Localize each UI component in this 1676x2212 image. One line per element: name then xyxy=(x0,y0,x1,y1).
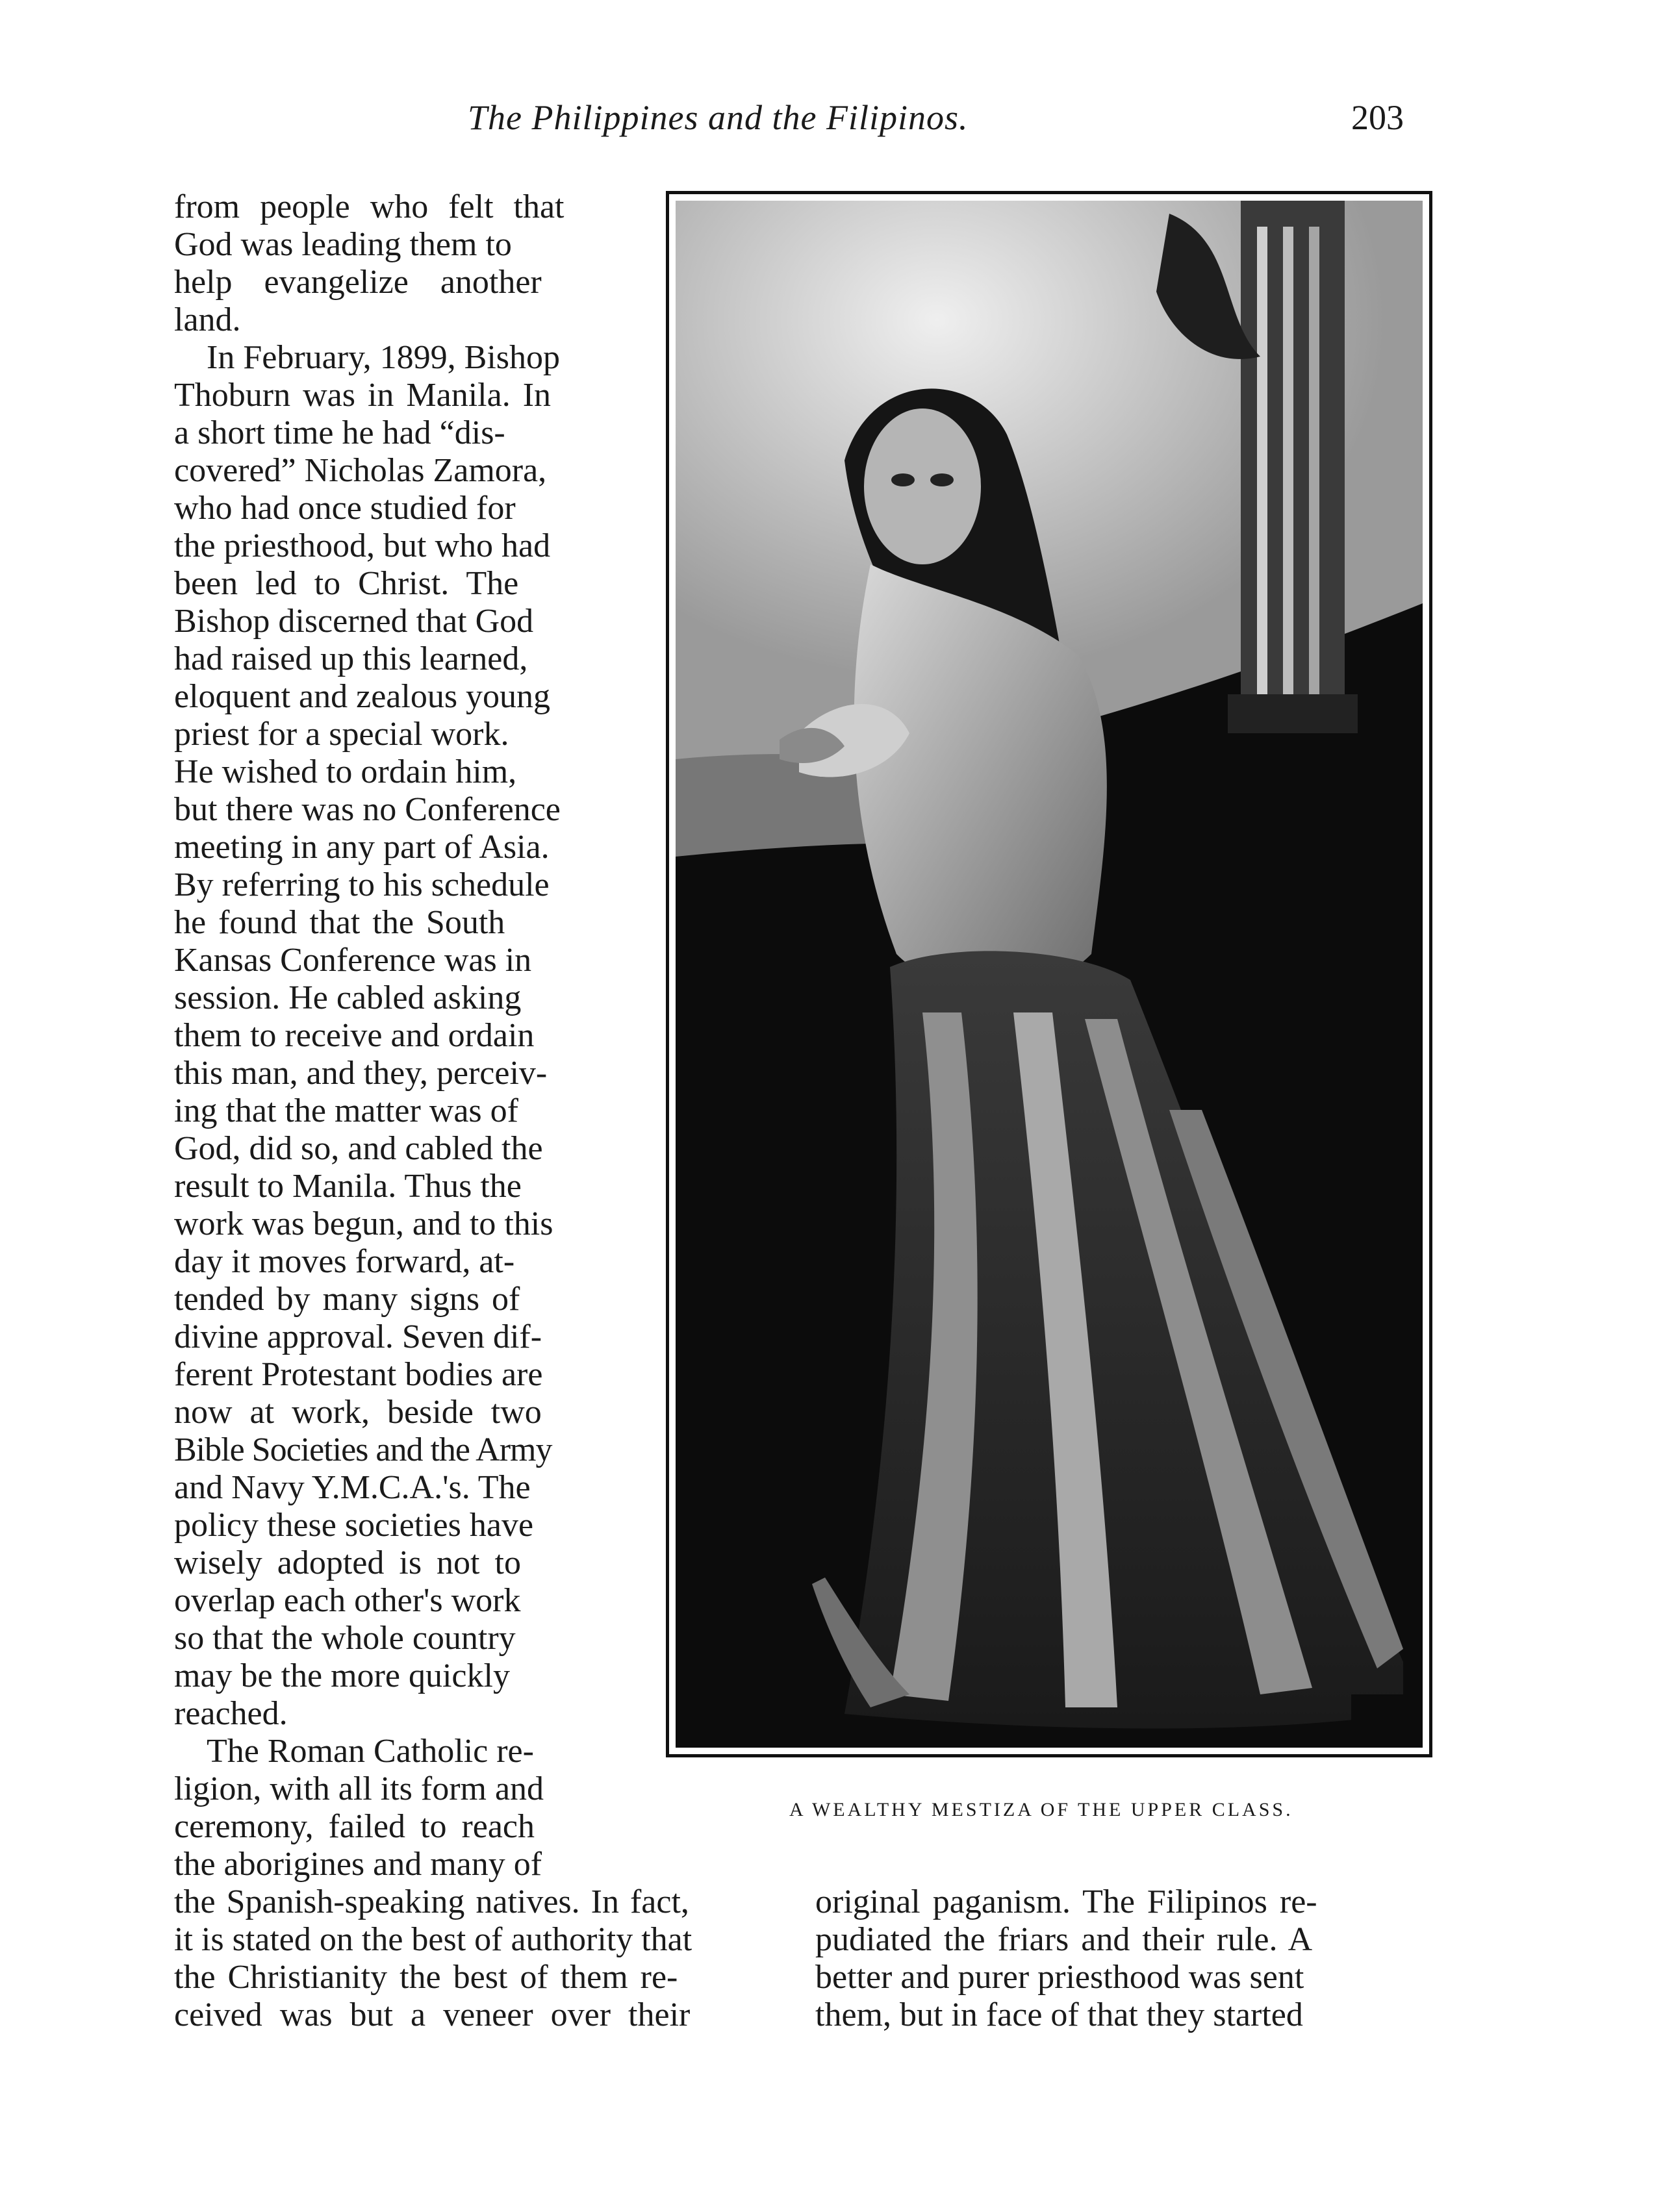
text-line: Thoburn was in Manila. In xyxy=(174,377,552,414)
page-header-title: The Philippines and the Filipinos. xyxy=(468,98,969,137)
text-line: covered” Nicholas Zamora, xyxy=(174,452,547,489)
text-line: the aborigines and many of xyxy=(174,1846,542,1883)
text-line: ceived was but a veneer over their xyxy=(174,1996,691,2033)
text-line: them, but in face of that they started xyxy=(815,1996,1303,2033)
text-line: day it moves forward, at- xyxy=(174,1243,515,1280)
text-line: ing that the matter was of xyxy=(174,1092,518,1129)
text-line: result to Manila. Thus the xyxy=(174,1168,522,1205)
text-line: it is stated on the best of authority that xyxy=(174,1921,692,1958)
text-line: By referring to his schedule xyxy=(174,866,550,903)
text-line: ceremony, failed to reach xyxy=(174,1808,535,1845)
text-line: priest for a special work. xyxy=(174,716,509,753)
page-number: 203 xyxy=(1351,98,1404,137)
text-line: who had once studied for xyxy=(174,490,516,527)
text-line: this man, and they, perceiv- xyxy=(174,1055,548,1092)
text-line: now at work, beside two xyxy=(174,1394,542,1431)
text-line: wisely adopted is not to xyxy=(174,1544,521,1581)
text-line: may be the more quickly xyxy=(174,1657,510,1694)
text-line: tended by many signs of xyxy=(174,1281,520,1318)
text-line: better and purer priesthood was sent xyxy=(815,1959,1304,1996)
text-line: work was begun, and to this xyxy=(174,1205,553,1242)
text-line: and Navy Y.M.C.A.'s. The xyxy=(174,1469,531,1506)
text-line: from people who felt that xyxy=(174,188,565,225)
text-line: pudiated the friars and their rule. A xyxy=(815,1921,1313,1958)
text-line: session. He cabled asking xyxy=(174,979,522,1016)
text-line: God, did so, and cabled the xyxy=(174,1130,543,1167)
text-line: land. xyxy=(174,301,241,338)
text-line: but there was no Conference xyxy=(174,791,561,828)
text-line: ligion, with all its form and xyxy=(174,1770,544,1807)
text-line: ferent Protestant bodies are xyxy=(174,1356,543,1393)
text-line: meeting in any part of Asia. xyxy=(174,829,550,866)
text-line: Kansas Conference was in xyxy=(174,942,532,979)
text-line: In February, 1899, Bishop xyxy=(207,339,561,376)
text-line: original paganism. The Filipinos re- xyxy=(815,1883,1317,1920)
mestiza-portrait-image xyxy=(676,201,1423,1748)
text-line: been led to Christ. The xyxy=(174,565,519,602)
photograph xyxy=(666,191,1432,1757)
text-line: Bible Societies and the Army xyxy=(174,1431,552,1468)
text-line: God was leading them to xyxy=(174,226,512,263)
text-line: policy these societies have xyxy=(174,1507,534,1544)
figure-caption: A WEALTHY MESTIZA OF THE UPPER CLASS. xyxy=(789,1799,1293,1820)
text-line: help evangelize another xyxy=(174,264,542,301)
text-line: the Christianity the best of them re- xyxy=(174,1959,678,1996)
text-line: them to receive and ordain xyxy=(174,1017,535,1054)
text-line: The Roman Catholic re- xyxy=(207,1733,534,1770)
text-line: reached. xyxy=(174,1695,288,1732)
text-line: had raised up this learned, xyxy=(174,640,528,677)
text-line: the Spanish-speaking natives. In fact, xyxy=(174,1883,689,1920)
text-line: eloquent and zealous young xyxy=(174,678,551,715)
text-line: so that the whole country xyxy=(174,1620,516,1657)
text-line: He wished to ordain him, xyxy=(174,753,517,790)
text-line: overlap each other's work xyxy=(174,1582,521,1619)
text-line: Bishop discerned that God xyxy=(174,603,534,640)
text-line: the priesthood, but who had xyxy=(174,527,551,564)
text-line: he found that the South xyxy=(174,904,505,941)
text-line: divine approval. Seven dif- xyxy=(174,1318,542,1355)
photograph-image xyxy=(676,201,1423,1748)
text-line: a short time he had “dis- xyxy=(174,414,505,451)
